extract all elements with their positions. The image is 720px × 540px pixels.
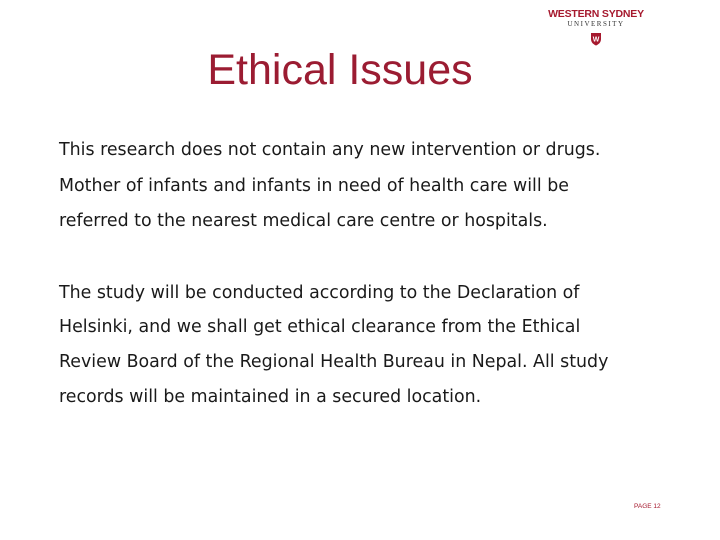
logo-wordmark-top: WESTERN SYDNEY <box>548 8 644 20</box>
paragraph-2-line-4: records will be maintained in a secured location. <box>59 386 482 407</box>
paragraph-2-line-1: The study will be conducted according to the Declaration of <box>59 282 580 303</box>
logo-shield-letter: W <box>592 36 600 44</box>
paragraph-2-line-2: Helsinki, and we shall get ethical clearance from the Ethical <box>59 317 581 338</box>
paragraph-1-line-1: This research does not contain any new intervention or drugs. <box>59 140 601 160</box>
page-number: PAGE 12 <box>634 503 661 510</box>
slide-title: Ethical Issues <box>207 46 473 94</box>
paragraph-2-line-3: Review Board of the Regional Health Bureau in Nepal. All study <box>59 352 609 373</box>
university-shield-icon <box>590 32 602 46</box>
logo-wordmark-bottom: UNIVERSITY <box>567 20 625 28</box>
slide-body <box>59 133 709 415</box>
paragraph-1 <box>59 133 709 240</box>
paragraph-1-line-3: referred to the nearest medical care centre or hospitals. <box>59 211 548 231</box>
paragraph-2 <box>59 276 709 415</box>
university-logo <box>540 8 652 52</box>
paragraph-1-line-2: Mother of infants and infants in need of health care will be <box>59 175 569 196</box>
